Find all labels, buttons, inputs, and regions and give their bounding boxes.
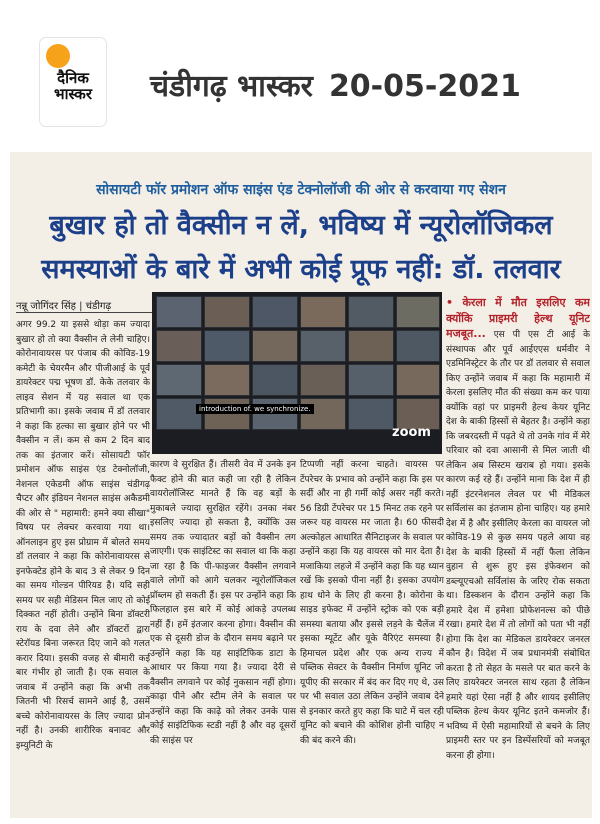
- photo-caption: introduction of. we synchronize.: [196, 404, 314, 414]
- zoom-logo: zoom: [392, 425, 431, 440]
- byline: नन्नू जोगिंदर सिंह | चंडीगढ़: [16, 301, 112, 312]
- sun-logo-icon: [46, 44, 70, 68]
- article-headline: [10, 204, 592, 292]
- article-column-3: टिप्पणी नहीं करना चाहते। वायरस पर टेंपरेचर के प्रभाव को उन्होंने कहा कि इस पर सर्दी और ना ही गर्मी कोई असर नहीं करते। 56 डिग्री टेंपरेचर पर 15 मिनट तक रहने पर जरूर यह वायरस मर जाता है। 60 फीसदी अल्कोहल आधारित सैनिटाइजर के सवाल पर उन्होंने कहा कि यह वायरस को मार देता है। मजाकिया लहजे में उन्होंने कहा कि यह ध्यान रखें कि इसको पीना नहीं है। इसका उपयोग हाथ धोने के लिए ही करना है। कोरोना के साइड इफेक्ट में उन्होंने स्ट्रोक को एक बड़ी समस्या बताया और इससे लड़ने के चैलेंज में इसका म्यूटेंट और यूके वैरिएंट समस्या है। हिमाचल प्रदेश और एक अन्य राज्य में पब्लिक सेक्टर के वैक्सीन निर्माण यूनिट जो यूपीए की सरकार में बंद कर दिए गए थे, उस पर भी सवाल उठा लेकिन उन्होंने जवाब देने से इनकार करते हुए कहा कि घाटे में चल रही यूनिट को बचाने की कोशिश होनी चाहिए न की बंद करने की।: [300, 460, 444, 746]
- article-column-1: अगर 99.2 या इससे थोड़ा कम ज्यादा बुखार हो तो क्या वैक्सीन ले लेनी चाहिए। कोरोनावायरस पर पंजाब की कोविड-19 कमेटी के चेयरमैन और पीजीआई के पूर्व डायरेक्टर पद्म भूषण डॉ. केके तलवार के लाइव सेशन में यह सवाल था एक प्रतिभागी का। इसके जवाब में डॉ तलवार ने कहा कि हल्का सा बुखार होने पर भी वैक्सीन न लें। कम से कम 2 दिन बाद तक का इंतजार करें। सोसायटी फॉर प्रमोशन ऑफ साइंस एंड टेक्नोलॉजी, नेशनल एकेडमी ऑफ साइंस चंडीगढ़ चैप्टर और इंडियन नेशनल साइंस अकैडमी की ओर से " महामारी: हमने क्या सीखा" विषय पर लेक्चर करवाया गया था। ऑनलाइन हुए इस प्रोग्राम में बोलते समय डॉ तलवार ने कहा कि कोरोनावायरस से इनफेक्टेड होने के बाद 3 से लेकर 9 दिन का समय गोल्डन पीरियड है। यदि सही समय पर सही मेडिसन मिल जाए तो कोई दिक्कत नहीं होती। उन्होंने बिना डॉक्टरी राय के दवा लेने और डॉक्टरों द्वारा स्टेरॉयड बिना जरूरत दिए जाने को गलत करार दिया। इसकी वजह से बीमारी कई बार गंभीर हो जाती है। एक सवाल के जवाब में उन्होंने कहा कि अभी तक जितनी भी रिसर्च सामने आई है, उसमें बच्चे कोरोनावायरस के लिए ज्यादा प्रोन नहीं है। उनकी शारीरिक बनावट और इम्युनिटी के: [16, 320, 150, 751]
- article-column-4: [446, 296, 590, 812]
- publication-date: 20-05-2021: [328, 69, 521, 104]
- headline-line-2: समस्याओं के बारे में अभी कोई प्रूफ नहीं: डॉ. तलवार: [41, 254, 561, 285]
- page-header: [0, 0, 600, 150]
- sidebar-body: एस पी एस टी आई के संस्थापक और पूर्व आईएएस धर्मवीर ने एडमिनिस्ट्रेटर के तौर पर डॉ तलवार से सवाल किए उन्होंने जवाब में कहा कि महामारी में केरला इसलिए मौत की संख्या कम कर पाया क्योंकि वहां पर प्राइमरी हेल्थ केयर यूनिट देश के बाकी हिस्सों से बेहतर है। उन्होंने कहा कि जबरदस्ती में पढ़ते थे तो उनके गांव में मेरे परिवार को दवा आसानी से मिल जाती थी लेकिन अब सिस्टम खराब हो गया। इसके कारण कई रहे हैं। उन्होंने माना कि देश में ही नहीं इंटरनेशनल लेवल पर भी मेडिकल सर्विलांस का इंतजाम होना चाहिए। यह हमारे देश में है और इसीलिए केरला का वायरल जो कोविड-19 से कुछ समय पहले आया वह देश के बाकी हिस्सों में नहीं फैला लेकिन वुहान से शुरू हुए इस इंफेक्शन को डब्ल्यूएचओ सर्विलांस के जरिए रोक सकता था। डिस्कशन के दौरान उन्होंने कहा कि हमारे देश में हमेशा प्रोफेशनल्स को पीछे रखा। हमारे देश में तो लोगों को पता भी नहीं होगा कि देश का मेडिकल डायरेक्टर जनरल कौन है। विदेश में जब प्रधानमंत्री संबोधित करता है तो सेहत के मसले पर बात करने के लिए डायरेक्टर जनरल साथ रहता है लेकिन हमारे यहां ऐसा नहीं है और शायद इसीलिए पब्लिक हेल्थ केयर यूनिट इतने कमजोर हैं। भविष्य में ऐसी महामारियों से बचने के लिए प्राइमरी स्तर पर इन डिस्पेंसरियों को मजबूत करना ही होगा।: [446, 330, 590, 761]
- headline-line-1: बुखार हो तो वैक्सीन न लें, भविष्य में न्यूरोलॉजिकल: [49, 210, 553, 241]
- publication-name: चंडीगढ़ भास्कर: [150, 69, 313, 104]
- sidebar-lead: • केरला में मौत इसलिए कम क्योंकि प्राइमरी हेल्थ यूनिट मजबूत...: [446, 296, 590, 340]
- article-kicker: सोसायटी फॉर प्रमोशन ऑफ साइंस एंड टेक्नोलॉजी की ओर से करवाया गए सेशन: [96, 182, 506, 198]
- masthead: [150, 64, 521, 105]
- article-column-2: कारण वे सुरक्षित हैं। तीसरी वेव में उनके इन फैक्ट होने की बात कही जा रही है लेकिन वायरोलॉजिस्ट मानते हैं कि वह बड़ों के मुकाबले ज्यादा सुरक्षित रहेंगे। उनका नंबर इसलिए ज्यादा हो सकता है, क्योंकि उस समय तक ज्यादातर बड़ों को वैक्सीन लग जाएगी। एक साइंटिस्ट का सवाल था कि कहा जा रहा है कि पी-फाइजर वैक्सीन लगवाने वाले लोगों को आगे चलकर न्यूरोलॉजिकल प्रॉब्लम हो सकती हैं। इस पर उन्होंने कहा कि फिलहाल इस बारे में कोई आंकड़े उपलब्ध नहीं हैं। हमें इंतजार करना होगा। वैक्सीन की एक से दूसरी डोज के दौरान समय बढ़ाने पर उन्होंने कहा कि यह साइंटिफिक डाटा के आधार पर किया गया है। ज्यादा देरी से वैक्सीन लगवाने पर कोई नुकसान नहीं होगा। काढ़ा पीने और स्टीम लेने के सवाल पर उन्होंने कहा कि काढ़े को लेकर उनके पास कोई साइंटिफिक स्टडी नहीं है और वह दूसरों की साइंस पर: [150, 460, 296, 746]
- logo-text: दैनिक भास्कर: [54, 69, 92, 103]
